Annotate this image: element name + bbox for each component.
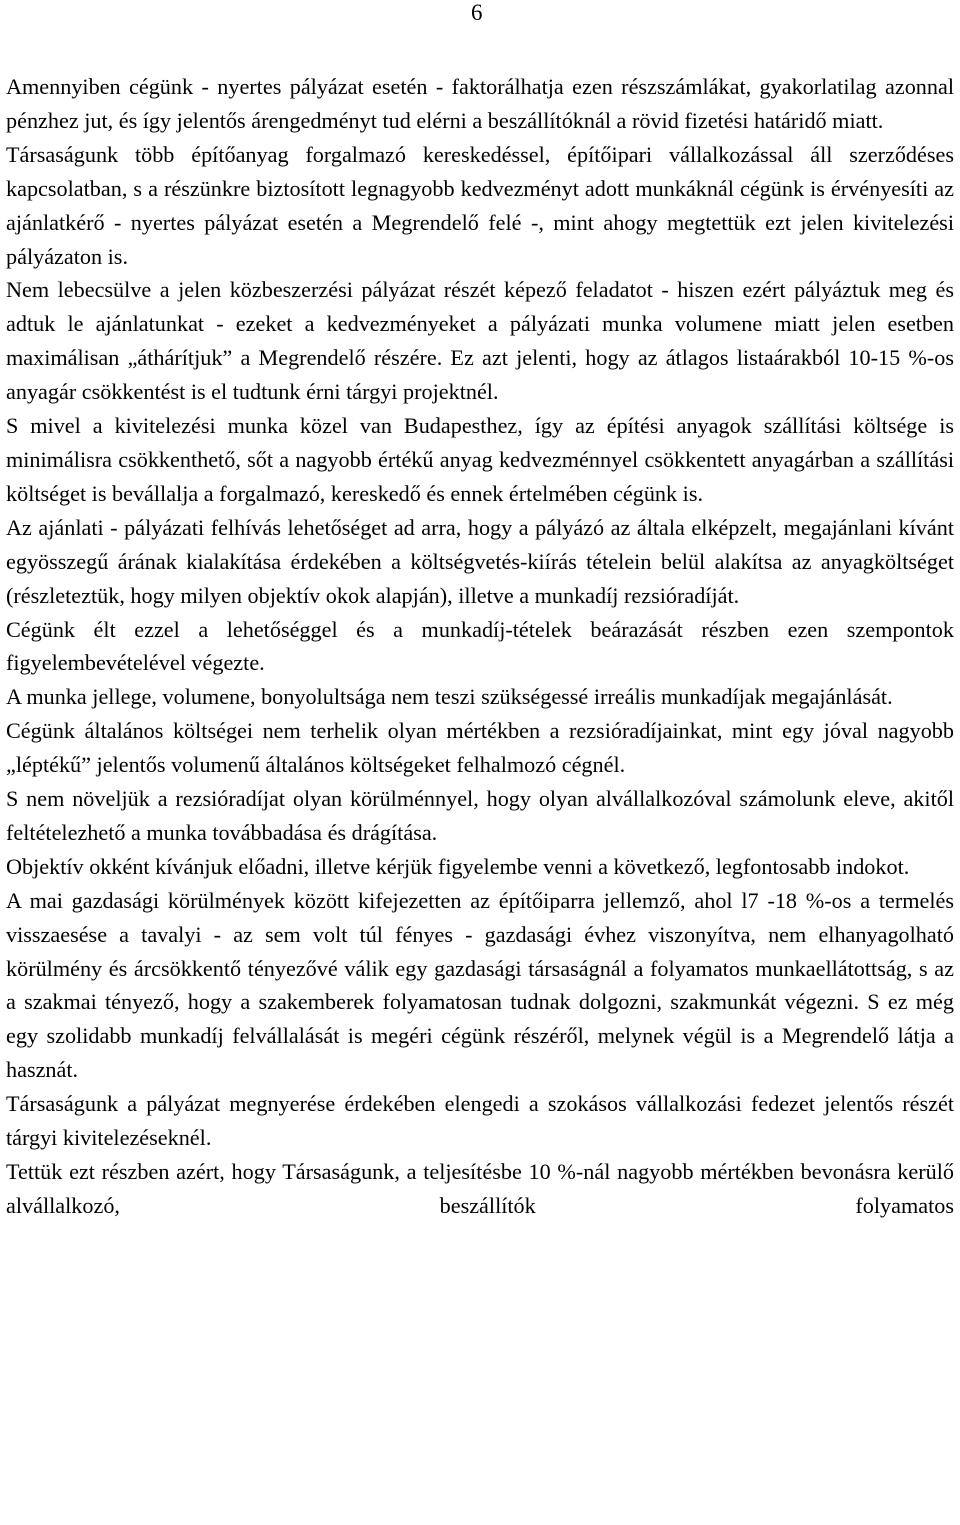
paragraph-work-nature: A munka jellege, volumene, bonyolultsága nem teszi szükségessé irreális munkadíjak megajánlását. xyxy=(6,684,893,710)
paragraph-supplier-contracts: Társaságunk több építőanyag forgalmazó kereskedéssel, építőipari vállalkozással áll szerződéses kapcsolatban, s a részünkre biztosított legnagyobb kedvezményt adott munkáknál cégünk is érvényesíti az ajánlatkérő - nyertes pályázat esetén a Megrendelő felé -, mint ahogy megtettük ezt jelen kivitelezési pályázaton is. xyxy=(6,141,954,269)
paragraph-subcontractors: S nem növeljük a rezsióradíjat olyan körülménnyel, hogy olyan alvállalkozóval számolunk eleve, akitől feltételezhető a munka továbbadása és drágítása. xyxy=(6,786,954,845)
paragraph-transport-costs: S mivel a kivitelezési munka közel van Budapesthez, így az építési anyagok szállítási költsége is minimálisra csökkenthető, sőt a nagyobb értékű anyag kedvezménnyel csökkentett anyagárban a szállítási költséget is bevállalja a forgalmazó, kereskedő és ennek értelmében cégünk is. xyxy=(6,413,954,506)
paragraph-objective-reason: Objektív okként kívánjuk előadni, illetve kérjük figyelembe venni a következő, legfontosabb indokot. xyxy=(6,853,910,879)
paragraph-discount-pass-through: Nem lebecsülve a jelen közbeszerzési pályázat részét képező feladatot - hiszen ezért pályáztuk meg és adtuk le ajánlatunkat - ezeket a kedvezményeket a pályázati munka volumene miatt jelen esetben maximálisan „áthárítjuk” a Megrendelő részére. Ez azt jelenti, hogy az átlagos listaárakból 10-15 %-os anyagár csökkentést is el tudtunk érni tárgyi projektnél. xyxy=(6,277,954,405)
paragraph-tender-pricing: Az ajánlati - pályázati felhívás lehetőséget ad arra, hogy a pályázó az általa elképzelt, megajánlani kívánt egyösszegű árának kialakítása érdekében a költségvetés-kiírás tételein belül alakítsa az anyagköltséget (részleteztük, hogy milyen objektív okok alapján), illetve a munkadíj rezsióradíját. xyxy=(6,514,954,608)
paragraph-labor-pricing: Cégünk élt ezzel a lehetőséggel és a munkadíj-tételek beárazását részben ezen szempontok figyelembevételével végezte. xyxy=(6,616,954,676)
page-number: 6 xyxy=(471,0,483,25)
paragraph-factoring: Amennyiben cégünk - nyertes pályázat esetén - faktorálhatja ezen részszámlákat, gyakorlatilag azonnal pénzhez jut, és így jelentős árengedményt tud elérni a beszállítóknál a rövid fizetési határidő miatt. xyxy=(6,74,954,133)
paragraph-continuation: Tettük ezt részben azért, hogy Társaságunk, a teljesítésbe 10 %-nál nagyobb mértékben bevonásra kerülő alvállalkozó, beszállítók folyamatos xyxy=(6,1159,954,1218)
document-body xyxy=(6,70,954,1223)
paragraph-economic-conditions: A mai gazdasági körülmények között kifejezetten az építőiparra jellemző, ahol l7 -18 %-os a termelés visszaesése a tavalyi - az sem volt túl fényes - gazdasági évhez viszonyítva, nem elhanyagolható körülmény és árcsökkentő tényezővé válik egy gazdasági társaságnál a folyamatos munkaellátottság, s az a szakmai tényező, hogy a szakemberek folyamatosan tudnak dolgozni, szakmunkát végezni. S ez még egy szolidabb munkadíj felvállalását is megéri cégünk részéről, melynek végül is a Megrendelő látja a hasznát. xyxy=(6,887,954,1083)
paragraph-overhead-costs: Cégünk általános költségei nem terhelik olyan mértékben a rezsióradíjainkat, mint egy jóval nagyobb „léptékű” jelentős volumenű általános költségeket felhalmozó cégnél. xyxy=(6,718,954,778)
paragraph-margin-waiver: Társaságunk a pályázat megnyerése érdekében elengedi a szokásos vállalkozási fedezet jelentős részét tárgyi kivitelezéseknél. xyxy=(6,1091,954,1151)
